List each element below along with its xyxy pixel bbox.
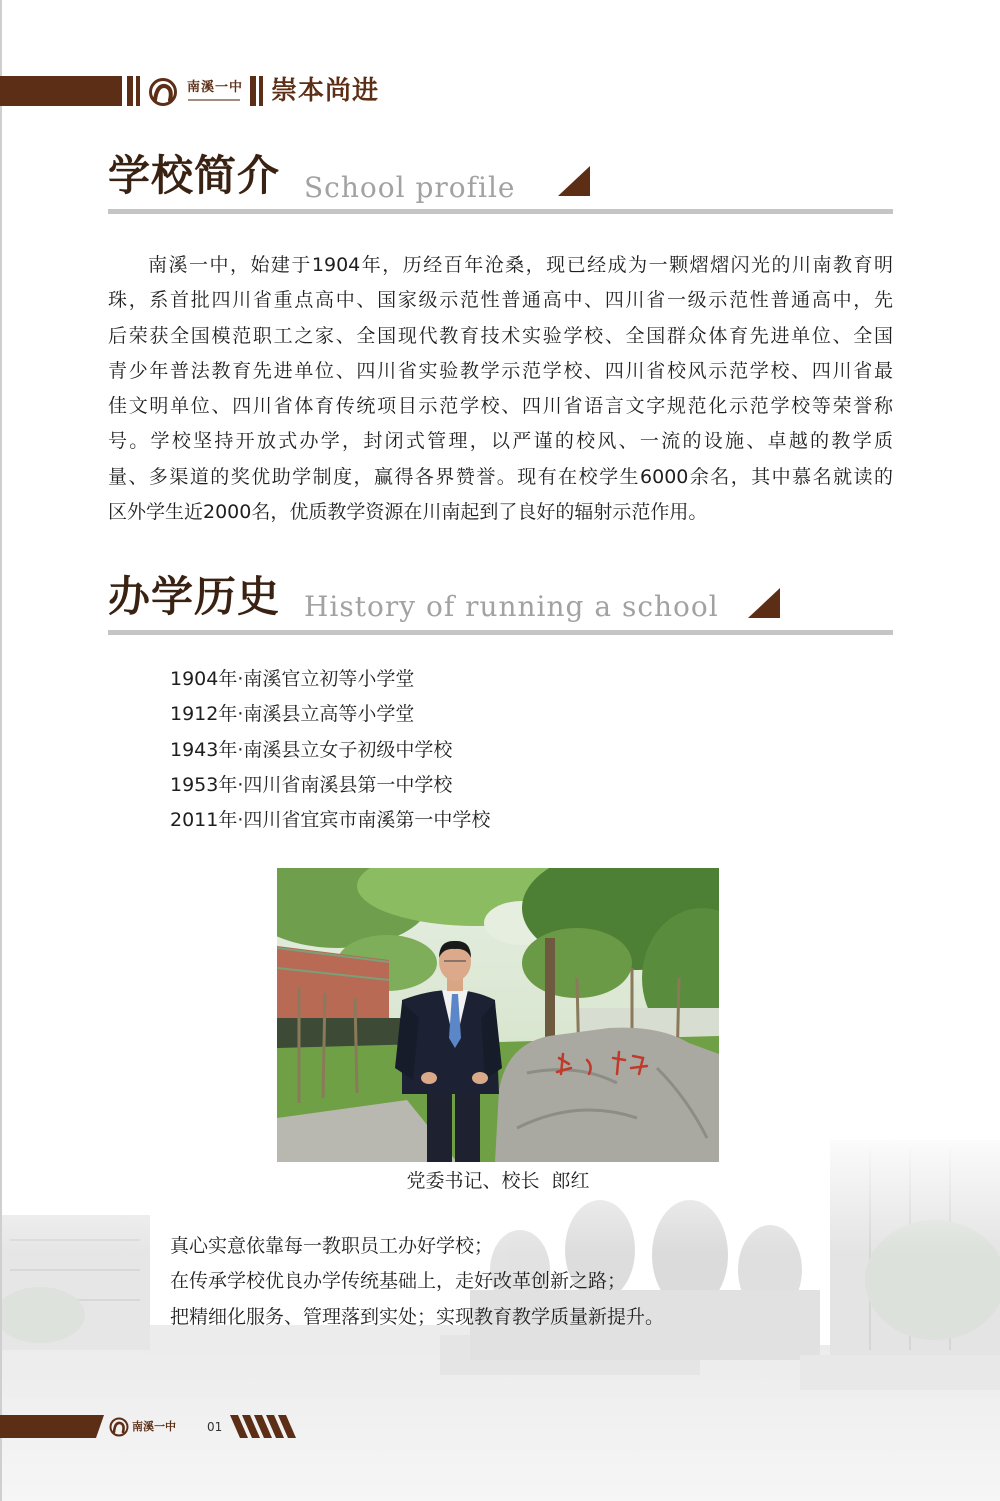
paragraph-line: 号。学校坚持开放式办学，封闭式管理，以严谨的校风、一流的设施、卓越的教学质 — [108, 430, 893, 453]
header-bar — [0, 76, 122, 106]
history-item: 1912年·南溪县立高等小学堂 — [170, 703, 415, 726]
section-rule — [108, 630, 893, 635]
philosophy-statement — [170, 1229, 664, 1335]
triangle-icon — [558, 166, 590, 196]
paragraph-line: 珠，系首批四川省重点高中、国家级示范性普通高中、四川省一级示范性普通高中，先 — [108, 289, 893, 312]
history-item: 1953年·四川省南溪县第一中学校 — [170, 773, 453, 796]
history-item: 2011年·四川省宜宾市南溪第一中学校 — [170, 809, 491, 832]
philosophy-line: 把精细化服务、管理落到实处；实现教育教学质量新提升。 — [170, 1305, 665, 1328]
paragraph-line: 佳文明单位、四川省体育传统项目示范学校、四川省语言文字规范化示范学校等荣誉称 — [108, 395, 893, 418]
profile-title-en: School profile — [304, 171, 516, 204]
paragraph-line: 量、多渠道的奖优助学制度，赢得各界赞誉。现有在校学生6000余名，其中慕名就读的 — [108, 465, 893, 488]
paragraph-line: 南溪一中，始建于1904年，历经百年沧桑，现已经成为一颗熠熠闪光的川南教育明 — [148, 254, 893, 276]
history-item: 1904年·南溪官立初等小学堂 — [170, 668, 415, 690]
paragraph-line: 区外学生近2000名，优质教学资源在川南起到了良好的辐射示范作用。 — [108, 501, 708, 524]
philosophy-line: 在传承学校优良办学传统基础上，走好改革创新之路； — [170, 1270, 627, 1293]
header-divider-bar — [136, 76, 140, 106]
header-divider-bar — [127, 76, 133, 106]
inscribed-rock — [495, 1028, 719, 1162]
principal-photo — [277, 868, 719, 1162]
school-logo-icon — [146, 77, 182, 107]
footer-logo-text: 南溪一中 — [132, 1420, 176, 1433]
history-list — [170, 662, 490, 838]
history-title-en: History of running a school — [304, 590, 719, 623]
footer-logo-icon — [108, 1416, 130, 1438]
page-number: 01 — [207, 1420, 223, 1434]
footer-stripes — [230, 1415, 298, 1438]
section-rule — [108, 209, 893, 214]
paragraph-line: 后荣获全国模范职工之家、全国现代教育技术实验学校、全国群众体育先进单位、全国 — [108, 324, 893, 347]
header-logo-subtext — [188, 99, 240, 101]
header-logo-text: 南溪一中 — [187, 80, 244, 95]
history-title-cn: 办学历史 — [108, 572, 281, 621]
header-motto: 崇本尚进 — [271, 76, 380, 106]
profile-title-cn: 学校简介 — [108, 151, 281, 200]
header-divider-bar — [250, 76, 256, 106]
header-divider-bar — [259, 76, 263, 106]
philosophy-line: 真心实意依靠每一教职员工办好学校； — [170, 1235, 494, 1257]
history-item: 1943年·南溪县立女子初级中学校 — [170, 738, 453, 761]
paragraph-line: 青少年普法教育先进单位、四川省实验教学示范学校、四川省校风示范学校、四川省最 — [108, 359, 893, 382]
triangle-icon — [748, 588, 780, 618]
photo-caption: 党委书记、校长 郎红 — [406, 1170, 590, 1192]
footer-bar — [0, 1415, 104, 1438]
page-left-edge — [0, 0, 2, 1501]
profile-paragraph — [108, 248, 893, 530]
